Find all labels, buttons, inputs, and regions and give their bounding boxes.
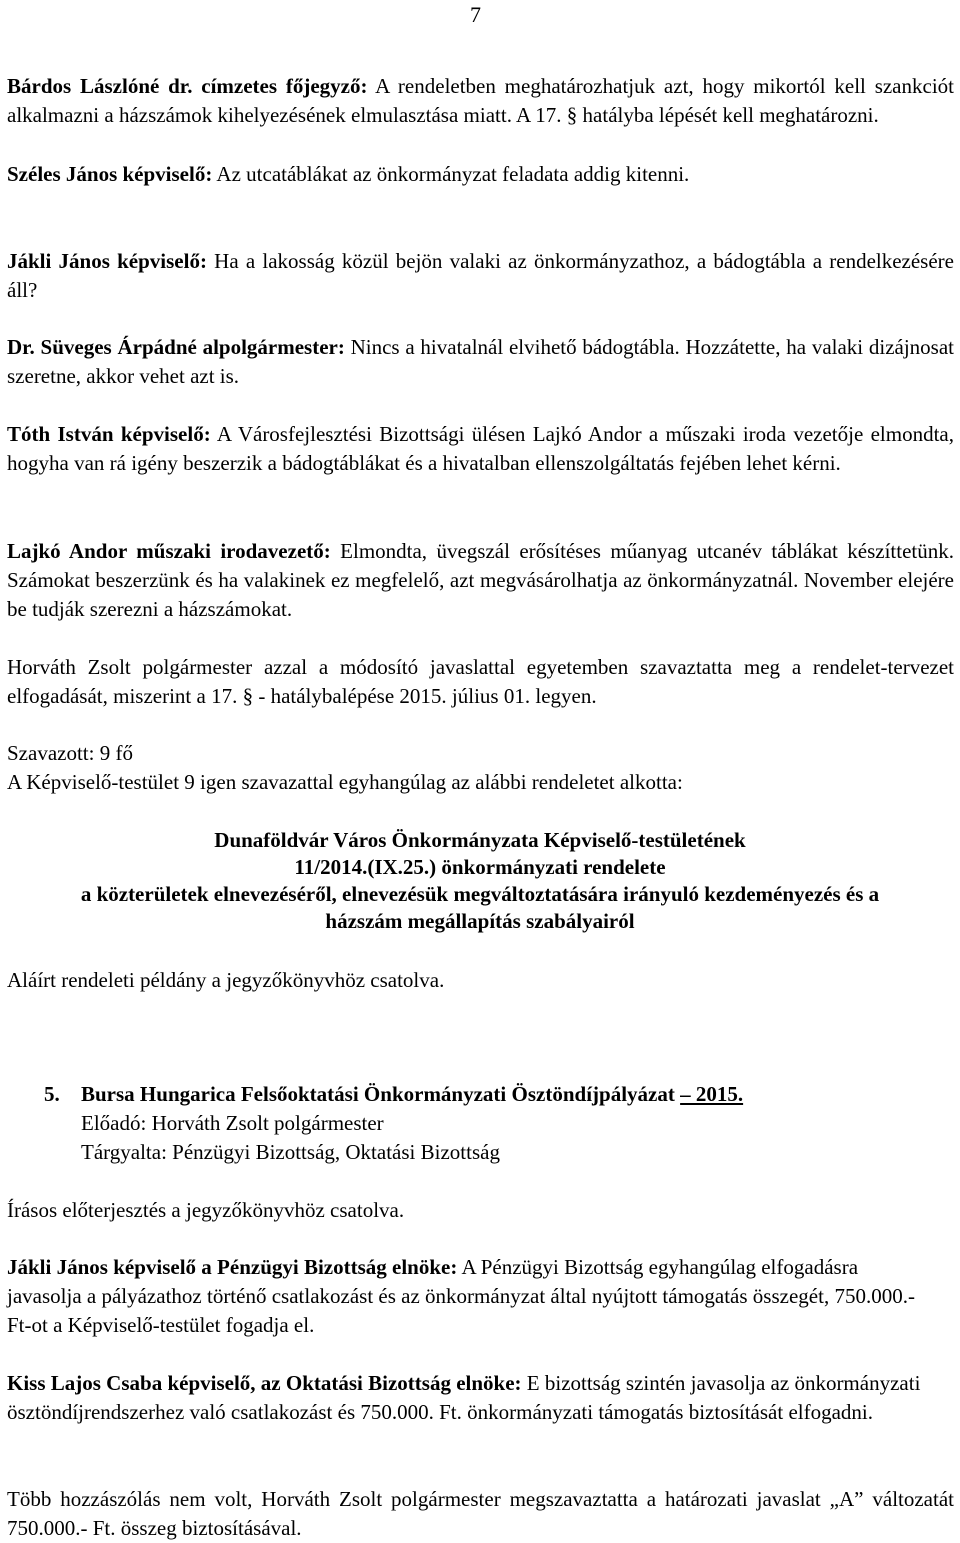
- agenda-discussed-by: Tárgyalta: Pénzügyi Bizottság, Oktatási Bizottság: [81, 1140, 500, 1164]
- agenda-title: Bursa Hungarica Felsőoktatási Önkormányzati Ösztöndíjpályázat: [81, 1082, 681, 1106]
- speaker-name: Tóth István képviselő:: [7, 422, 211, 446]
- speech-text: A rendeletben meghatározhatjuk azt, hogy mikortól kell szankciót alkalmazni a házszámok kihelyezésének elmulasztása miatt. A 17. § hatályba lépését kell meghatározni.: [7, 74, 954, 127]
- paragraph-szeles: [7, 160, 954, 189]
- agenda-year: – 2015.: [680, 1082, 744, 1106]
- speech-text: Nincs a hivatalnál elvihető bádogtábla. Hozzátette, ha valaki dizájnosat szeretne, akkor vehet azt is.: [7, 335, 955, 388]
- attached-note: Aláírt rendeleti példány a jegyzőkönyvhöz csatolva.: [7, 968, 445, 992]
- paragraph-horvath-final: Több hozzászólás nem volt, Horváth Zsolt polgármester megszavaztatta a határozati javaslat „A” változatát 750.000.- Ft. összeg biztosításával.: [7, 1487, 954, 1540]
- agenda-number: 5.: [44, 1082, 60, 1106]
- speech-text: Ha a lakosság közül bejön valaki az önkormányzathoz, a bádogtábla a rendelkezésére áll?: [7, 249, 954, 302]
- paragraph-jakli-finance: [7, 1253, 937, 1340]
- agenda-presenter: Előadó: Horváth Zsolt polgármester: [81, 1111, 384, 1135]
- decree-title-line1: Dunaföldvár Város Önkormányzata Képviselő-testületének: [214, 828, 746, 852]
- paragraph-kiss: [7, 1369, 947, 1427]
- speech-text: Elmondta, üvegszál erősítéses műanyag utcanév táblákat készíttetünk. Számokat beszerzünk és ha valakinek ez megfelelő, azt megvásárolhatja az önkormányzatnál. November elejére be tudják szerezni a házszámokat.: [7, 539, 954, 621]
- speech-text: E bizottság szintén javasolja az önkormányzati ösztöndíjrendszerhez való csatlakozást és 750.000. Ft. önkormányzati támogatás biztosítását elfogadni.: [7, 1371, 921, 1424]
- decree-title-line2: 11/2014.(IX.25.) önkormányzati rendelete: [294, 855, 666, 879]
- decree-title-line3: a közterületek elnevezéséről, elnevezésük megváltoztatására irányuló kezdeményezés és a: [80, 882, 880, 906]
- paragraph-lajko: [7, 537, 954, 624]
- speech-text: Az utcatáblákat az önkormányzat feladata addig kitenni.: [212, 162, 690, 186]
- page-number: 7: [470, 2, 481, 27]
- speech-text: A Városfejlesztési Bizottsági ülésen Lajkó Andor a műszaki iroda vezetője elmondta, hogyha van rá igény beszerzik a bádogtáblákat és a hivatalban ellenszolgáltatás fejében lehet kérni.: [7, 422, 955, 475]
- paragraph-horvath-vote: Horváth Zsolt polgármester azzal a módosító javaslattal egyetemben szavaztatta meg a rendelet-tervezet elfogadását, miszerint a 17. § - hatálybalépése 2015. július 01. legyen.: [7, 655, 954, 708]
- speaker-name: Széles János képviselő:: [7, 162, 213, 186]
- speaker-name: Jákli János képviselő:: [7, 249, 207, 273]
- speaker-name: Bárdos Lászlóné dr. címzetes főjegyző:: [7, 74, 368, 98]
- speaker-name: Dr. Süveges Árpádné alpolgármester:: [7, 335, 345, 359]
- speaker-name: Kiss Lajos Csaba képviselő, az Oktatási Bizottság elnöke:: [7, 1371, 522, 1395]
- paragraph-bardos: [7, 72, 954, 130]
- speaker-name: Lajkó Andor műszaki irodavezető:: [7, 539, 331, 563]
- speech-text: A Pénzügyi Bizottság egyhangúlag elfogadásra javasolja a pályázathoz történő csatlakozást és az önkormányzat által nyújtott támogatás összegét, 750.000.- Ft-ot a Képviselő-testület fogadja el.: [7, 1255, 915, 1337]
- paragraph-toth: [7, 420, 954, 478]
- vote-count: Szavazott: 9 fő: [7, 741, 133, 765]
- vote-result: A Képviselő-testület 9 igen szavazattal egyhangúlag az alábbi rendeletet alkotta:: [7, 770, 683, 794]
- speaker-name: Jákli János képviselő a Pénzügyi Bizottság elnöke:: [7, 1255, 458, 1279]
- paragraph-suveges: [7, 333, 954, 391]
- agenda-item-5: [44, 1080, 743, 1109]
- written-proposal-note: Írásos előterjesztés a jegyzőkönyvhöz csatolva.: [7, 1198, 405, 1222]
- decree-title-line4: házszám megállapítás szabályairól: [325, 909, 635, 933]
- paragraph-jakli: [7, 247, 954, 305]
